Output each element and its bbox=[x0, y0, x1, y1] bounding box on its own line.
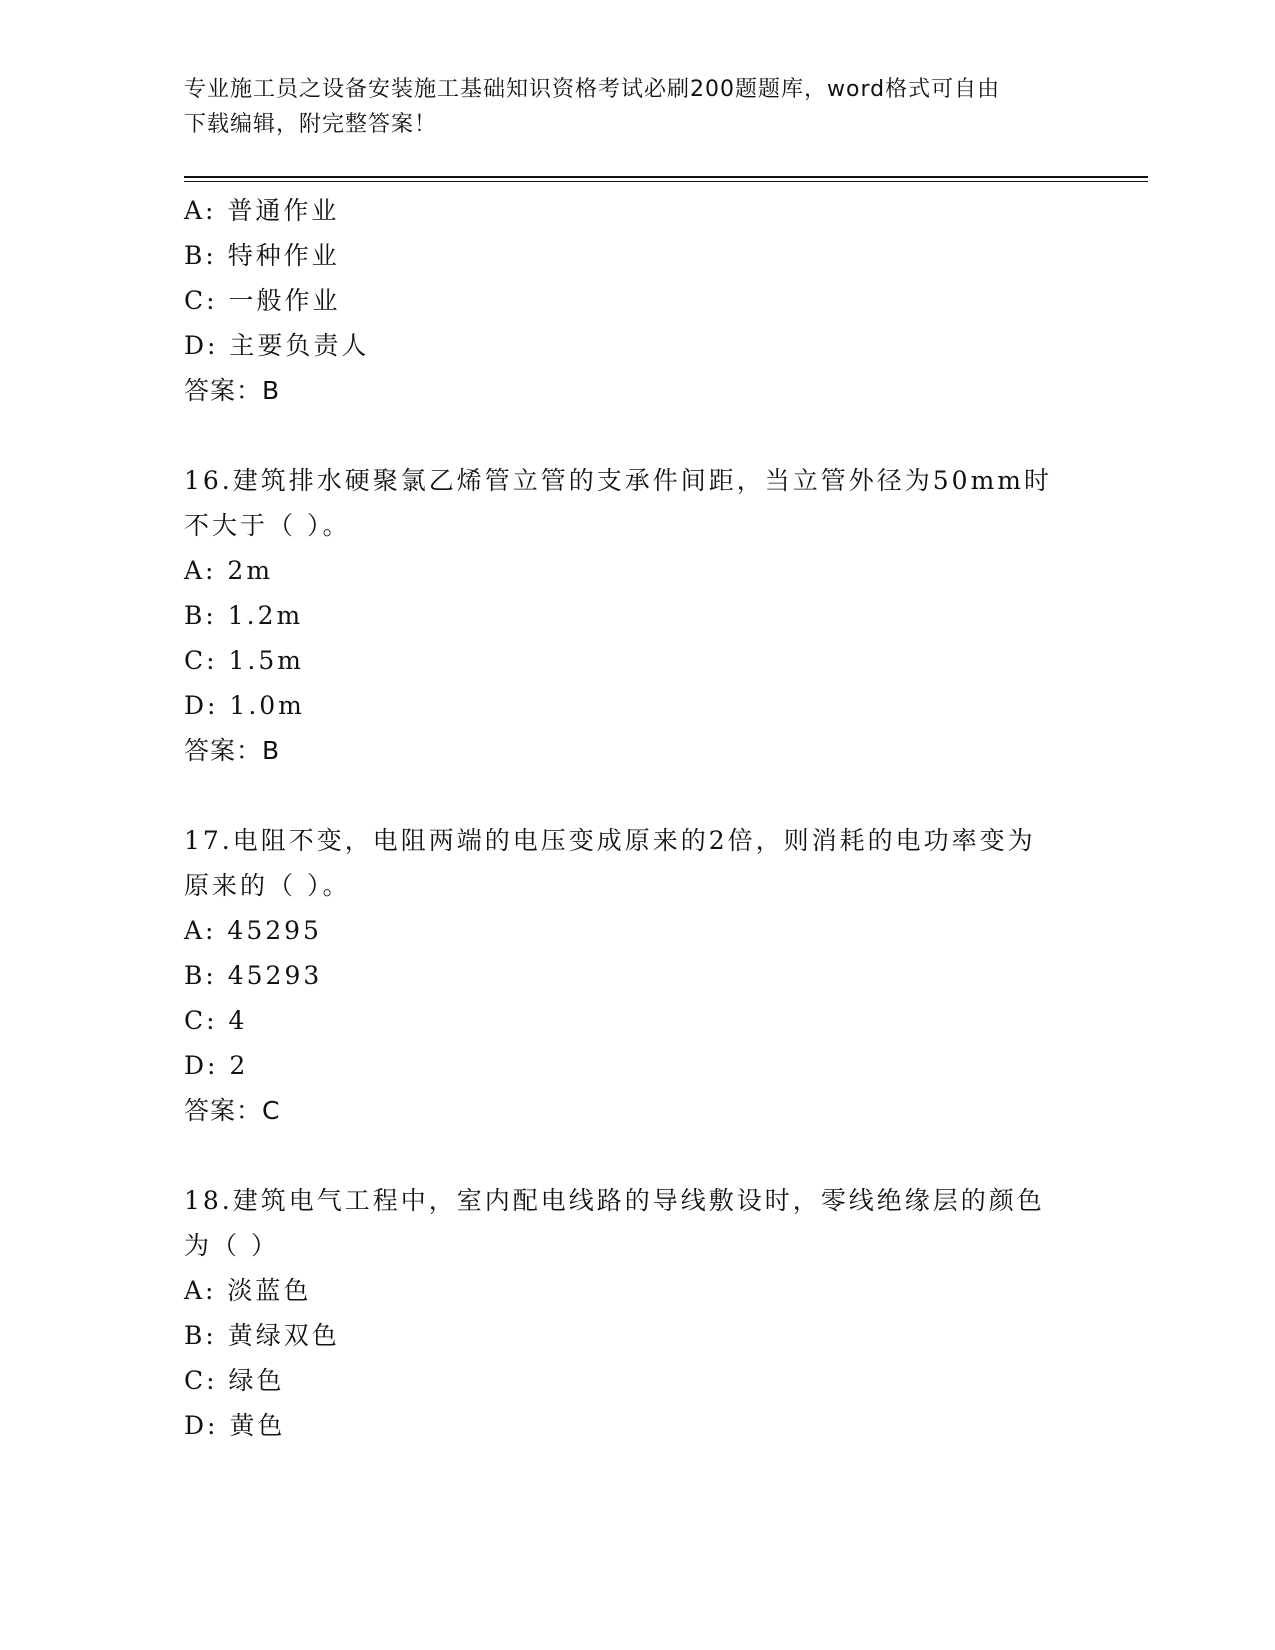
option-a: A: 2m bbox=[184, 556, 274, 585]
option-d: D: 黄色 bbox=[184, 1411, 286, 1440]
header-title-line-1: 专业施工员之设备安装施工基础知识资格考试必刷200题题库，word格式可自由 bbox=[184, 77, 1001, 102]
option-a: A: 淡蓝色 bbox=[184, 1276, 312, 1305]
question-text bbox=[184, 818, 1064, 908]
option-c: C: 绿色 bbox=[184, 1366, 285, 1395]
question-spacer bbox=[184, 1133, 1084, 1178]
question-text-line-1: 16.建筑排水硬聚氯乙烯管立管的支承件间距，当立管外径为50mm时 bbox=[184, 466, 1052, 495]
question-text-line-2: 原来的（ ）。 bbox=[184, 871, 351, 900]
question-16 bbox=[184, 458, 1084, 773]
answer-label: 答案：B bbox=[184, 376, 281, 405]
option-d: D: 1.0m bbox=[184, 691, 305, 720]
option-b: B: 45293 bbox=[184, 961, 323, 990]
option-c: C: 4 bbox=[184, 1006, 248, 1035]
question-text-line-1: 18.建筑电气工程中，室内配电线路的导线敷设时，零线绝缘层的颜色 bbox=[184, 1186, 1045, 1215]
question-text bbox=[184, 1178, 1064, 1268]
header-rule-thick bbox=[184, 176, 1148, 178]
question-text-line-2: 不大于（ ）。 bbox=[184, 511, 351, 540]
option-b: B: 1.2m bbox=[184, 601, 304, 630]
question-15 bbox=[184, 188, 1084, 413]
answer-label: 答案：C bbox=[184, 1096, 281, 1125]
question-spacer bbox=[184, 773, 1084, 818]
question-17 bbox=[184, 818, 1084, 1133]
option-c: C: 1.5m bbox=[184, 646, 304, 675]
header-rule-thin bbox=[184, 181, 1148, 182]
question-text-line-1: 17.电阻不变，电阻两端的电压变成原来的2倍，则消耗的电功率变为 bbox=[184, 826, 1036, 855]
option-c: C: 一般作业 bbox=[184, 286, 341, 315]
option-d: D: 2 bbox=[184, 1051, 249, 1080]
question-text-line-2: 为（ ） bbox=[184, 1231, 279, 1260]
question-list bbox=[184, 188, 1084, 1448]
option-d: D: 主要负责人 bbox=[184, 331, 370, 360]
option-a: A: 普通作业 bbox=[184, 196, 340, 225]
header-title-line-2: 下载编辑，附完整答案！ bbox=[184, 112, 438, 137]
question-spacer bbox=[184, 413, 1084, 458]
question-18 bbox=[184, 1178, 1084, 1448]
option-b: B: 黄绿双色 bbox=[184, 1321, 340, 1350]
option-a: A: 45295 bbox=[184, 916, 322, 945]
option-b: B: 特种作业 bbox=[184, 241, 340, 270]
document-header bbox=[184, 72, 1064, 142]
question-text bbox=[184, 458, 1064, 548]
answer-label: 答案：B bbox=[184, 736, 281, 765]
